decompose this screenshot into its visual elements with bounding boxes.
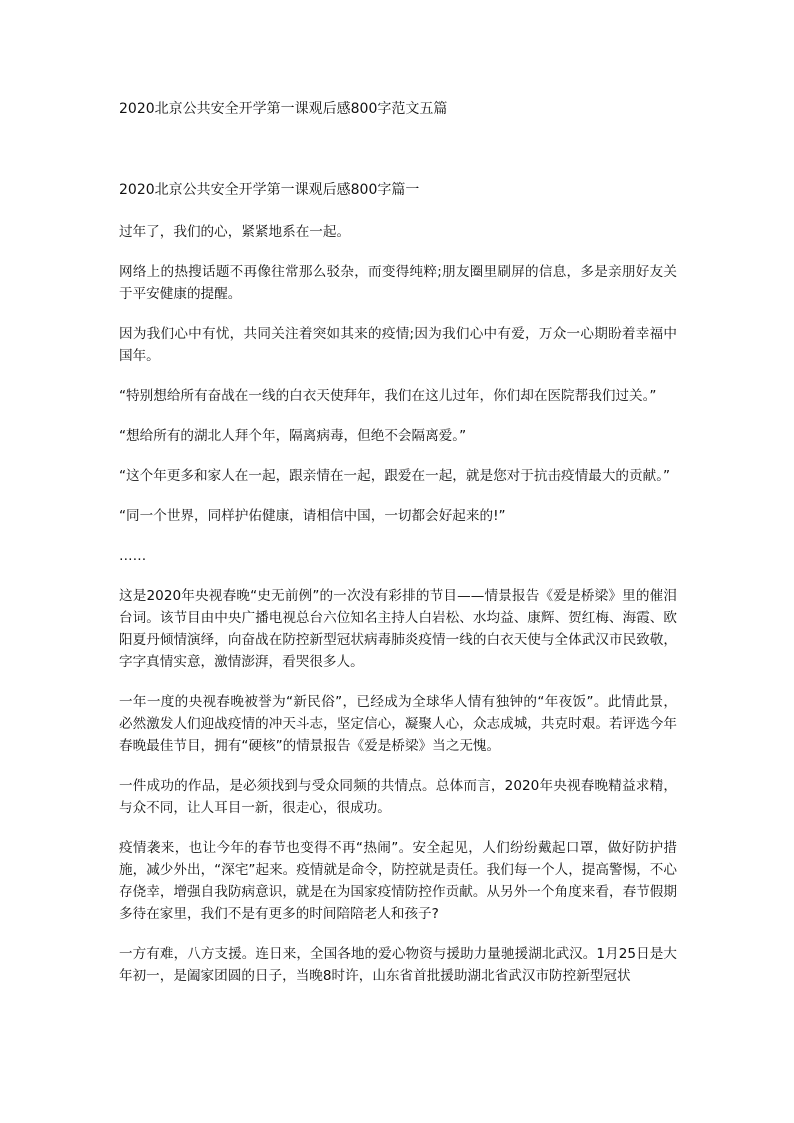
ellipsis: …… [119, 548, 147, 564]
paragraph: 一年一度的央视春晚被誉为“新民俗”，已经成为全球华人情有独钟的“年夜饭”。此情此景，必然激发人们迎战疫情的冲天斗志，坚定信心，凝聚人心，众志成城，共克时艰。若评选今年春晚最佳节目，拥有“硬核”的情景报告《爱是桥梁》当之无愧。 [119, 694, 677, 754]
paragraph: 疫情袭来，也让今年的春节也变得不再“热闹”。安全起见，人们纷纷戴起口罩，做好防护措施，减少外出，“深宅”起来。疫情就是命令，防控就是责任。我们每一个人，提高警惕，不心存侥幸，增强自我防病意识，就是在为国家疫情防控作贡献。从另外一个角度来看，春节假期多待在家里，我们不是有更多的时间陪陪老人和孩子? [119, 840, 677, 922]
section-title: 2020北京公共安全开学第一课观后感800字篇一 [119, 182, 420, 198]
document-title: 2020北京公共安全开学第一课观后感800字范文五篇 [119, 101, 448, 117]
quote-paragraph: “这个年更多和家人在一起，跟亲情在一起，跟爱在一起，就是您对于抗击疫情最大的贡献。” [119, 468, 671, 484]
paragraph: 网络上的热搜话题不再像往常那么驳杂，而变得纯粹;朋友圈里刷屏的信息，多是亲朋好友关于平安健康的提醒。 [119, 264, 677, 302]
quote-paragraph: “特别想给所有奋战在一线的白衣天使拜年，我们在这儿过年，你们却在医院帮我们过关。” [119, 388, 657, 404]
quote-paragraph: “想给所有的湖北人拜个年，隔离病毒，但绝不会隔离爱。” [119, 428, 467, 444]
quote-paragraph: “同一个世界，同样护佑健康，请相信中国，一切都会好起来的!” [119, 508, 506, 524]
paragraph: 因为我们心中有忧，共同关注着突如其来的疫情;因为我们心中有爱，万众一心期盼着幸福中国年。 [119, 326, 677, 364]
document-body [119, 221, 677, 1005]
paragraph: 一方有难，八方支援。连日来，全国各地的爱心物资与援助力量驰援湖北武汉。1月25日是大年初一，是阖家团圆的日子，当晚8时许，山东省首批援助湖北省武汉市防控新型冠状 [119, 946, 677, 984]
paragraph: 过年了，我们的心，紧紧地系在一起。 [119, 224, 351, 240]
paragraph: 一件成功的作品，是必须找到与受众同频的共情点。总体而言，2020年央视春晚精益求精，与众不同，让人耳目一新，很走心，很成功。 [119, 778, 677, 816]
paragraph: 这是2020年央视春晚“史无前例”的一次没有彩排的节目——情景报告《爱是桥梁》里的催泪台词。该节目由中央广播电视总台六位知名主持人白岩松、水均益、康辉、贺红梅、海霞、欧阳夏丹倾情演绎，向奋战在防控新型冠状病毒肺炎疫情一线的白衣天使与全体武汉市民致敬，字字真情实意，激情澎湃，看哭很多人。 [119, 588, 677, 670]
